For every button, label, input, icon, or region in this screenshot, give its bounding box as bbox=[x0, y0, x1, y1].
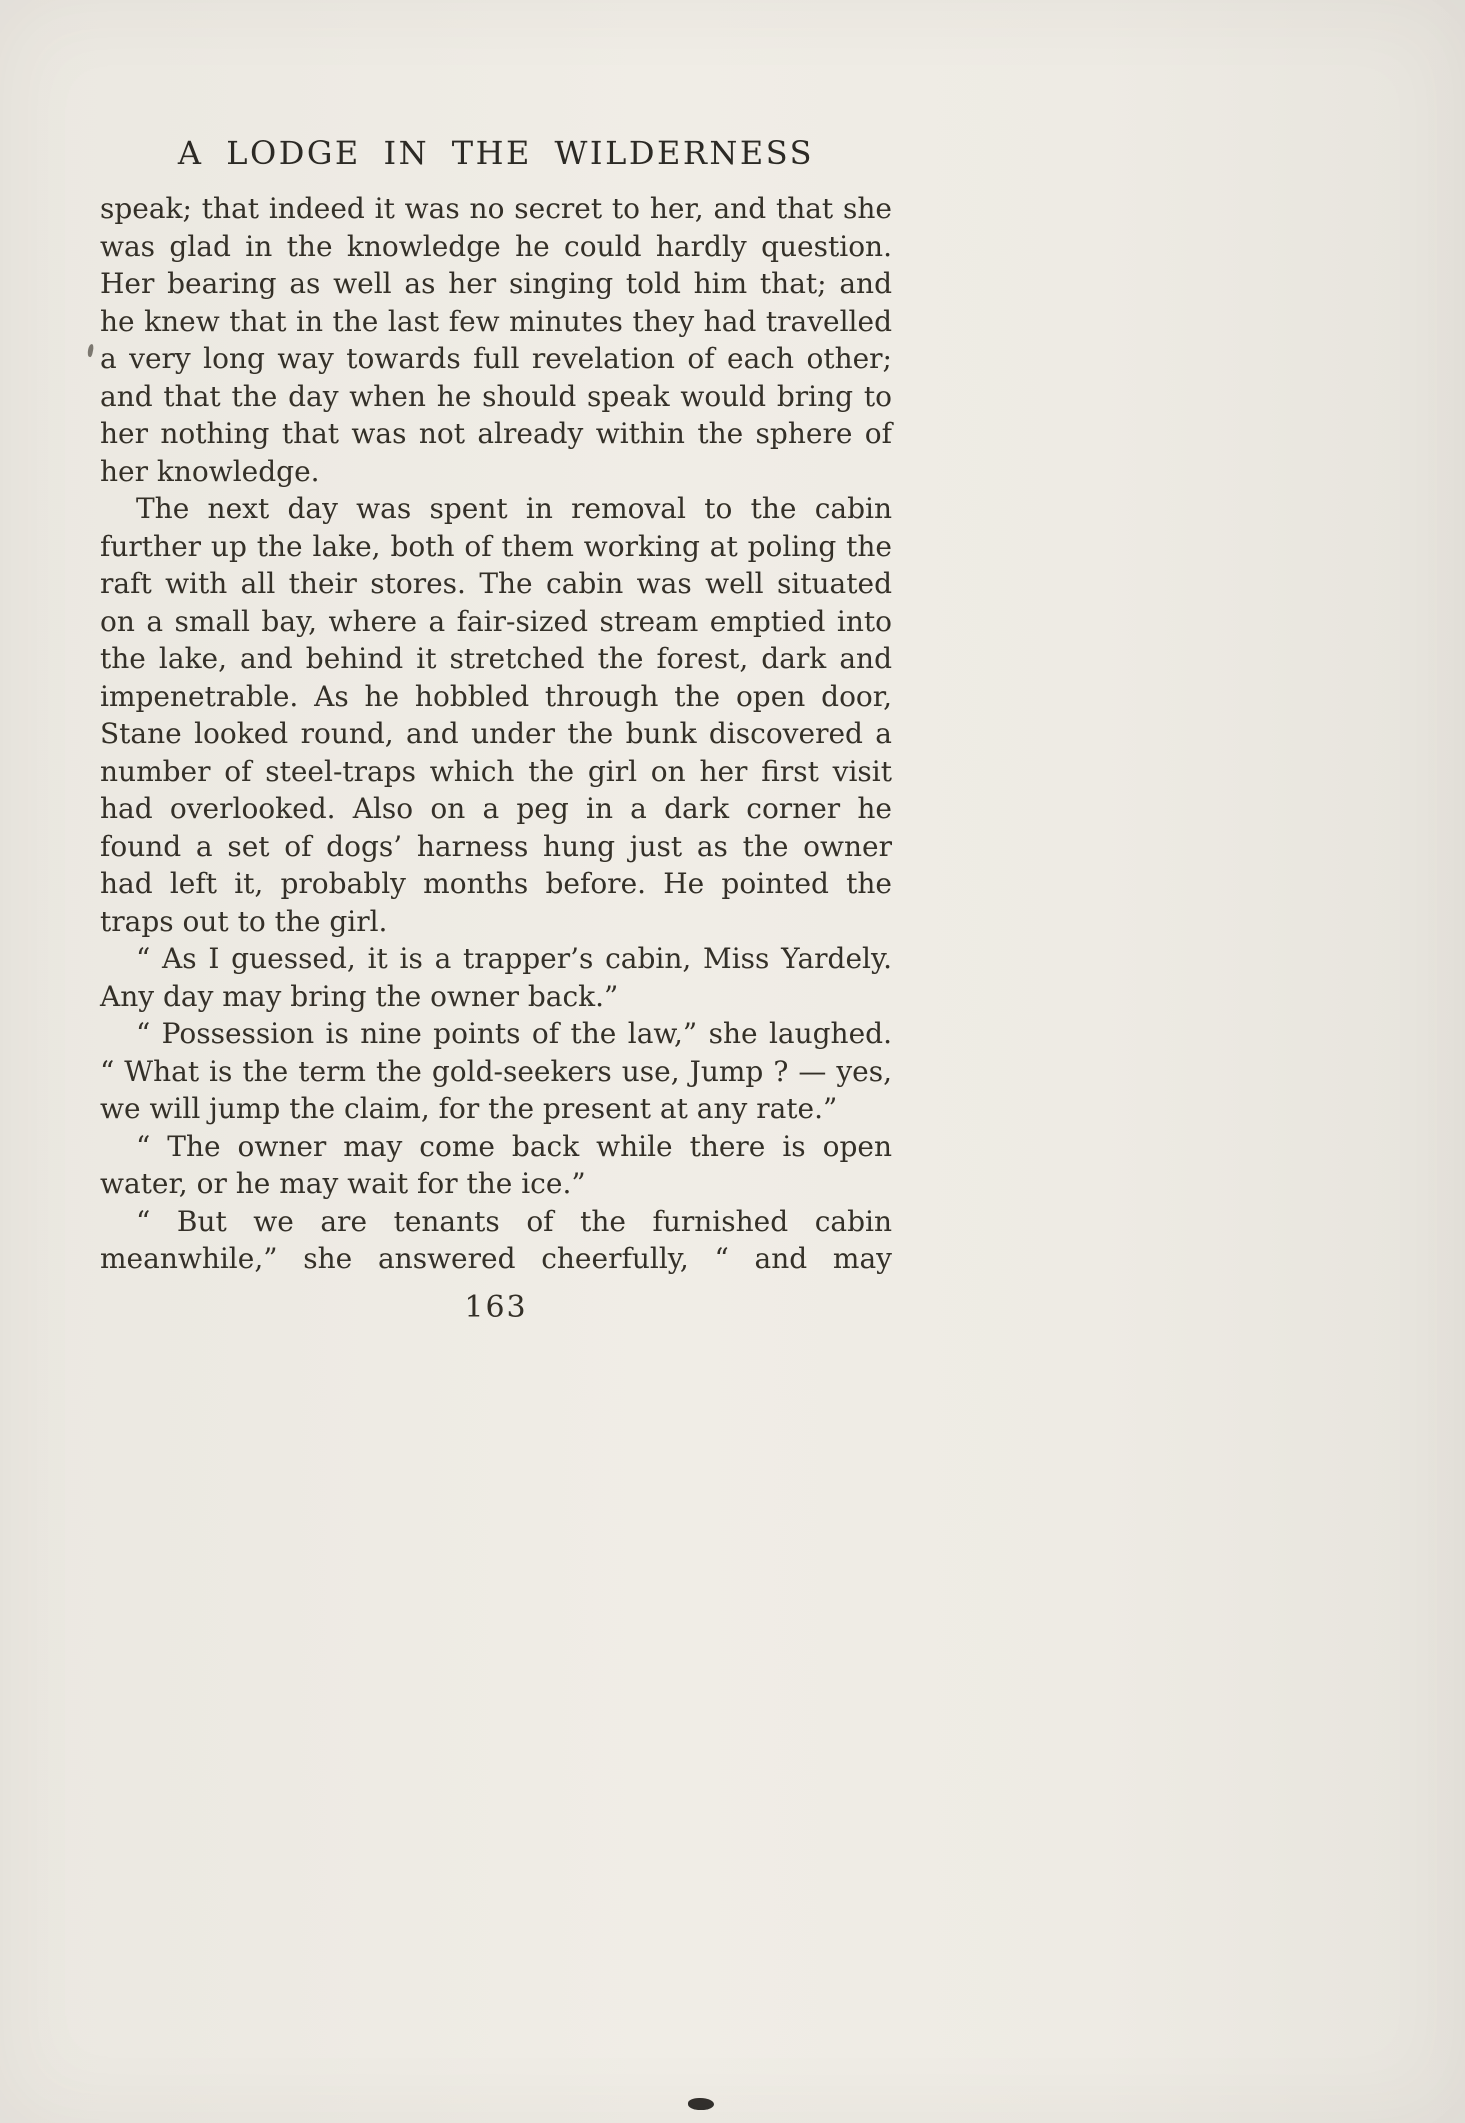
text-block bbox=[100, 190, 892, 1278]
body-paragraph: “ But we are tenants of the furnished cabin meanwhile,” she answered cheerfully, “ and may bbox=[100, 1204, 892, 1275]
body-paragraph: speak; that indeed it was no secret to her, and that she was glad in the knowledge he could hardly question. Her bearing as well as her singing told him that; and he knew that in the last few minutes they had travelled a very long way towards full revelation of each other; and that the day when he should speak would bring to her nothing that was not already within the sphere of her knowledge. bbox=[100, 192, 892, 488]
ink-speck-artifact bbox=[87, 344, 95, 358]
page-number: 163 bbox=[464, 1289, 528, 1325]
body-paragraph: “ Possession is nine points of the law,” she laughed. “ What is the term the gold-seekers use, Jump ? — yes, we will jump the claim, for the present at any rate.” bbox=[100, 1017, 892, 1125]
page-body bbox=[100, 134, 892, 1325]
body-paragraph: The next day was spent in removal to the cabin further up the lake, both of them working at poling the raft with all their stores. The cabin was well situated on a small bay, where a fair-sized stream emptied into the lake, and behind it stretched the forest, dark and impenetrable. As he hobbled through the open door, Stane looked round, and under the bunk discovered a number of steel-traps which the girl on her first visit had overlooked. Also on a peg in a dark corner he found a set of dogs’ harness hung just as the owner had left it, probably months before. He pointed the traps out to the girl. bbox=[100, 492, 892, 938]
body-paragraph: “ As I guessed, it is a trapper’s cabin, Miss Yardely. Any day may bring the owner back.” bbox=[100, 942, 892, 1013]
page-header: A LODGE IN THE WILDERNESS bbox=[177, 134, 815, 172]
scan-edge-artifact bbox=[688, 2098, 714, 2110]
body-paragraph: “ The owner may come back while there is open water, or he may wait for the ice.” bbox=[100, 1129, 892, 1200]
